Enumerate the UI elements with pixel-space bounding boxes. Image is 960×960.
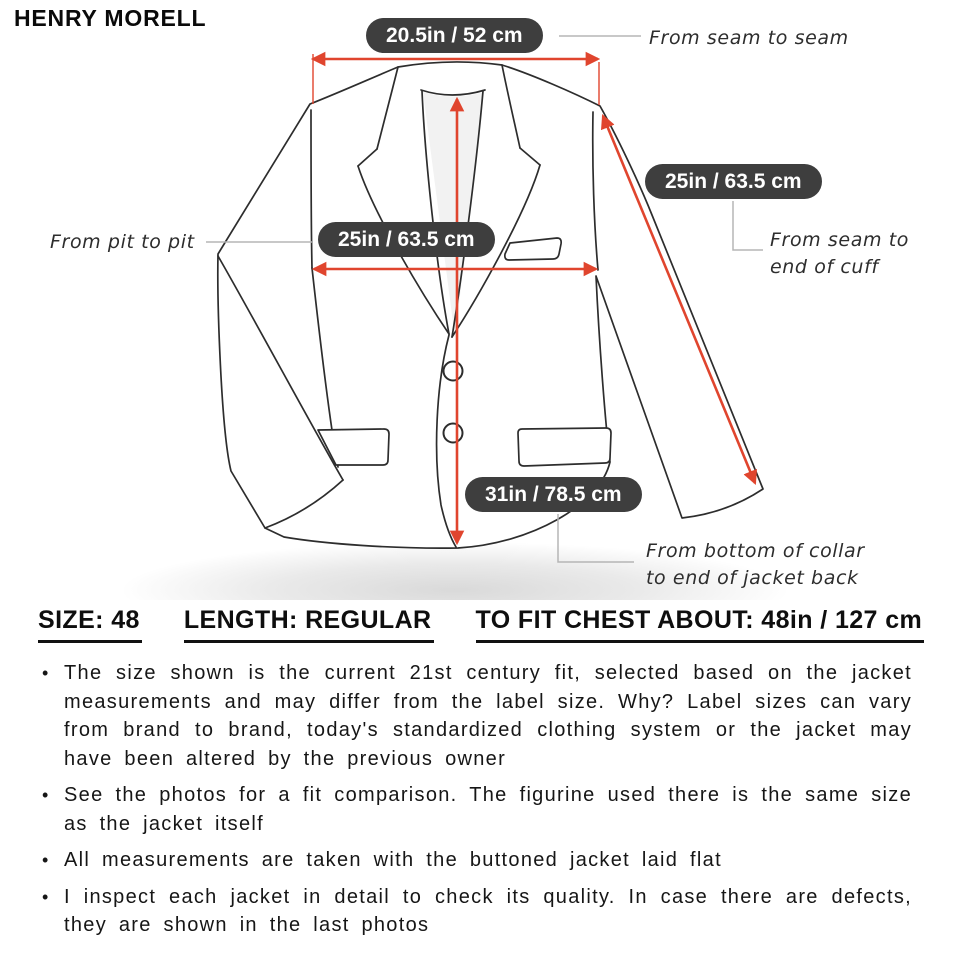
chest-fit-value: TO FIT CHEST ABOUT: 48in / 127 cm [476,606,925,643]
chest-measurement-label: From pit to pit [50,231,195,253]
length-label-line1: From bottom of collar [646,540,865,562]
length-measurement-badge: 31in / 78.5 cm [465,477,642,512]
shoulder-measurement-badge: 20.5in / 52 cm [366,18,543,53]
note-item: • See the photos for a fit comparison. The figurine used there is the same size as the jacket itself [40,781,912,838]
length-measurement-label [646,538,865,592]
note-item: • I inspect each jacket in detail to check its quality. In case there are defects, they are shown in the last photos [40,883,912,940]
note-item: • All measurements are taken with the buttoned jacket laid flat [40,846,912,875]
size-value: SIZE: 48 [38,606,142,643]
length-value: LENGTH: REGULAR [184,606,434,643]
note-item: • The size shown is the current 21st century fit, selected based on the jacket measurements and may differ from the label size. Why? Label sizes can vary from brand to brand, today's standardized clothing system or the jacket may have been altered by the previous owner [40,659,912,773]
button-bottom [444,424,463,443]
sleeve-measurement-badge: 25in / 63.5 cm [645,164,822,199]
chest-measurement-badge: 25in / 63.5 cm [318,222,495,257]
button-top [444,362,463,381]
length-label-line2: to end of jacket back [646,567,859,589]
brand-name: HENRY MORELL [14,5,207,31]
seller-notes-list [40,659,912,948]
sleeve-measurement-label [770,227,909,281]
sleeve-label-line2: end of cuff [770,256,879,278]
shoulder-measurement-label: From seam to seam [649,27,849,49]
connector-sleeve [733,201,763,250]
sleeve-label-line1: From seam to [770,229,909,251]
size-summary-row [38,606,924,643]
right-pocket [518,428,611,466]
